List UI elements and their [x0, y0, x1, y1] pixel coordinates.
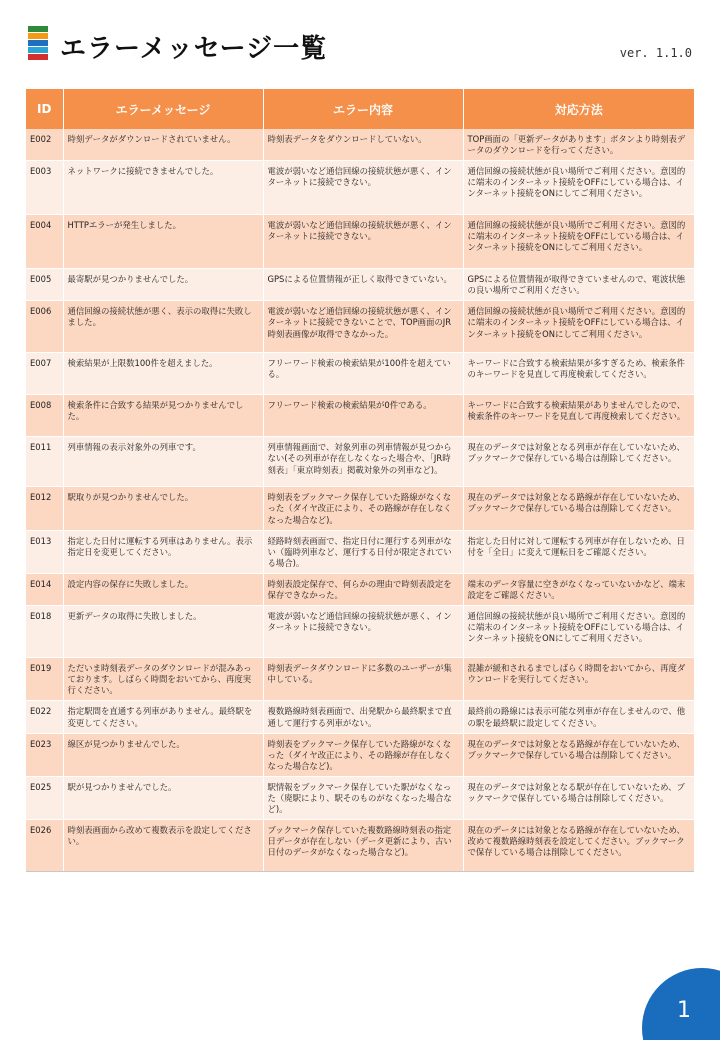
cell-id: E006 — [26, 301, 63, 353]
cell-content: 電波が弱いなど通信回線の接続状態が悪く、インターネットに接続できないことで、TOP画面のJR時刻表画像が取得できなかった。 — [263, 301, 463, 353]
table-row — [26, 658, 694, 701]
cell-content: 時刻表設定保存で、何らかの理由で時刻表設定を保存できなかった。 — [263, 573, 463, 605]
table-row — [26, 437, 694, 487]
column-header-id: ID — [26, 89, 63, 129]
cell-id: E018 — [26, 606, 63, 658]
cell-content: 時刻表をブックマーク保存していた路線がなくなった（ダイヤ改正により、その路線が存在しなくなった場合など)。 — [263, 487, 463, 530]
table-row — [26, 129, 694, 161]
cell-message: ネットワークに接続できませんでした。 — [63, 161, 263, 215]
cell-content: 時刻表をブックマーク保存していた路線がなくなった（ダイヤ改正により、その路線が存在しなくなった場合など)。 — [263, 733, 463, 776]
cell-solution: 通信回線の接続状態が良い場所でご利用ください。意図的に端末のインターネット接続をOFFにしている場合は、インターネット接続をONにしてご利用ください。 — [463, 301, 694, 353]
cell-id: E004 — [26, 215, 63, 269]
cell-id: E003 — [26, 161, 63, 215]
logo-stripe-blue — [28, 40, 48, 46]
cell-solution: 指定した日付に対して運転する列車が存在しないため、日付を「全日」に変えて運転日をご確認ください。 — [463, 530, 694, 573]
cell-message: 最寄駅が見つかりませんでした。 — [63, 269, 263, 301]
cell-message: HTTPエラーが発生しました。 — [63, 215, 263, 269]
cell-message: 検索条件に合致する結果が見つかりませんでした。 — [63, 395, 263, 437]
cell-solution: 端末のデータ容量に空きがなくなっていないかなど、端末設定をご確認ください。 — [463, 573, 694, 605]
cell-content: フリーワード検索の検索結果が0件である。 — [263, 395, 463, 437]
table-row — [26, 353, 694, 395]
cell-solution: TOP画面の「更新データがあります」ボタンより時刻表データのダウンロードを行ってください。 — [463, 129, 694, 161]
cell-content: 駅情報をブックマーク保存していた駅がなくなった（廃駅により、駅そのものがなくなった場合など)。 — [263, 776, 463, 819]
cell-message: 検索結果が上限数100件を超えました。 — [63, 353, 263, 395]
table-row — [26, 301, 694, 353]
cell-id: E007 — [26, 353, 63, 395]
cell-content: 複数路線時刻表画面で、出発駅から最終駅まで直通して運行する列車がない。 — [263, 701, 463, 733]
cell-message: 指定駅間を直通する列車がありません。最終駅を変更してください。 — [63, 701, 263, 733]
cell-message: 更新データの取得に失敗しました。 — [63, 606, 263, 658]
column-header-message: エラーメッセージ — [63, 89, 263, 129]
logo-stripe-green — [28, 26, 48, 32]
cell-id: E023 — [26, 733, 63, 776]
page-number: 1 — [677, 998, 691, 1023]
cell-id: E008 — [26, 395, 63, 437]
cell-solution: 通信回線の接続状態が良い場所でご利用ください。意図的に端末のインターネット接続をOFFにしている場合は、インターネット接続をONにしてご利用ください。 — [463, 215, 694, 269]
error-table — [26, 89, 694, 872]
logo-icon — [28, 26, 48, 70]
cell-content: 電波が弱いなど通信回線の接続状態が悪く、インターネットに接続できない。 — [263, 215, 463, 269]
page-title: エラーメッセージ一覧 — [60, 34, 328, 64]
cell-content: 電波が弱いなど通信回線の接続状態が悪く、インターネットに接続できない。 — [263, 606, 463, 658]
cell-message: 駅取りが見つかりませんでした。 — [63, 487, 263, 530]
logo-stripe-orange — [28, 33, 48, 39]
column-header-solution: 対応方法 — [463, 89, 694, 129]
table-row — [26, 269, 694, 301]
cell-content: GPSによる位置情報が正しく取得できていない。 — [263, 269, 463, 301]
cell-solution: 通信回線の接続状態が良い場所でご利用ください。意図的に端末のインターネット接続をOFFにしている場合は、インターネット接続をONにしてご利用ください。 — [463, 161, 694, 215]
cell-id: E014 — [26, 573, 63, 605]
cell-solution: GPSによる位置情報が取得できていませんので、電波状態の良い場所でご利用ください。 — [463, 269, 694, 301]
cell-message: 駅が見つかりませんでした。 — [63, 776, 263, 819]
cell-content: ブックマーク保存していた複数路線時刻表の指定日データが存在しない（データ更新により、古い日付のデータがなくなった場合など)。 — [263, 820, 463, 872]
cell-message: ただいま時刻表データのダウンロードが混みあっております。しばらく時間をおいてから、再度実行ください。 — [63, 658, 263, 701]
cell-id: E022 — [26, 701, 63, 733]
logo-stripe-lightblue — [28, 47, 48, 53]
table-row — [26, 215, 694, 269]
cell-id: E005 — [26, 269, 63, 301]
cell-id: E012 — [26, 487, 63, 530]
cell-message: 時刻データがダウンロードされていません。 — [63, 129, 263, 161]
column-header-content: エラー内容 — [263, 89, 463, 129]
table-row — [26, 701, 694, 733]
table-row — [26, 733, 694, 776]
cell-message: 設定内容の保存に失敗しました。 — [63, 573, 263, 605]
cell-solution: 現在のデータでは対象となる駅が存在していないため、ブックマークで保存している場合は削除してください。 — [463, 776, 694, 819]
cell-content: 列車情報画面で、対象列車の列車情報が見つからない(その列車が存在しなくなった場合や、「JR時刻表」「東京時刻表」掲載対象外の列車など)。 — [263, 437, 463, 487]
table-row — [26, 487, 694, 530]
cell-id: E011 — [26, 437, 63, 487]
cell-message: 時刻表画面から改めて複数表示を設定してください。 — [63, 820, 263, 872]
cell-solution: 現在のデータでは対象となる路線が存在していないため、ブックマークで保存している場合は削除してください。 — [463, 487, 694, 530]
table-row — [26, 161, 694, 215]
table-row — [26, 820, 694, 872]
cell-solution: 混雑が緩和されるまでしばらく時間をおいてから、再度ダウンロードを実行してください。 — [463, 658, 694, 701]
table-row — [26, 606, 694, 658]
cell-message: 列車情報の表示対象外の列車です。 — [63, 437, 263, 487]
cell-solution: 現在のデータには対象となる路線が存在していないため、改めて複数路線時刻表を設定してください。ブックマークで保存している場合は削除してください。 — [463, 820, 694, 872]
cell-message: 線区が見つかりませんでした。 — [63, 733, 263, 776]
cell-solution: 通信回線の接続状態が良い場所でご利用ください。意図的に端末のインターネット接続をOFFにしている場合は、インターネット接続をONにしてご利用ください。 — [463, 606, 694, 658]
cell-id: E025 — [26, 776, 63, 819]
cell-message: 通信回線の接続状態が悪く、表示の取得に失敗しました。 — [63, 301, 263, 353]
cell-solution: 現在のデータでは対象となる路線が存在していないため、ブックマークで保存している場合は削除してください。 — [463, 733, 694, 776]
cell-solution: 現在のデータでは対象となる列車が存在していないため、ブックマークで保存している場合は削除してください。 — [463, 437, 694, 487]
table-row — [26, 395, 694, 437]
cell-id: E026 — [26, 820, 63, 872]
cell-id: E013 — [26, 530, 63, 573]
cell-content: 時刻表データをダウンロードしていない。 — [263, 129, 463, 161]
cell-solution: 最終前の路線には表示可能な列車が存在しませんので、他の駅を最終駅に設定してください。 — [463, 701, 694, 733]
table-row — [26, 776, 694, 819]
cell-solution: キーワードに合致する検索結果がありませんでしたので、検索条件のキーワードを見直して再度検索してください。 — [463, 395, 694, 437]
cell-message: 指定した日付に運転する列車はありません。表示指定日を変更してください。 — [63, 530, 263, 573]
table-row — [26, 573, 694, 605]
cell-content: 時刻表データダウンロードに多数のユーザーが集中している。 — [263, 658, 463, 701]
cell-id: E019 — [26, 658, 63, 701]
logo-stripe-red — [28, 54, 48, 60]
cell-solution: キーワードに合致する検索結果が多すぎるため、検索条件のキーワードを見直して再度検索してください。 — [463, 353, 694, 395]
table-header-row — [26, 89, 694, 129]
cell-id: E002 — [26, 129, 63, 161]
version-label: ver. 1.1.0 — [619, 46, 692, 60]
cell-content: 経路時刻表画面で、指定日付に運行する列車がない（臨時列車など、運行する日付が限定されている場合)。 — [263, 530, 463, 573]
cell-content: フリーワード検索の検索結果が100件を超えている。 — [263, 353, 463, 395]
table-row — [26, 530, 694, 573]
cell-content: 電波が弱いなど通信回線の接続状態が悪く、インターネットに接続できない。 — [263, 161, 463, 215]
